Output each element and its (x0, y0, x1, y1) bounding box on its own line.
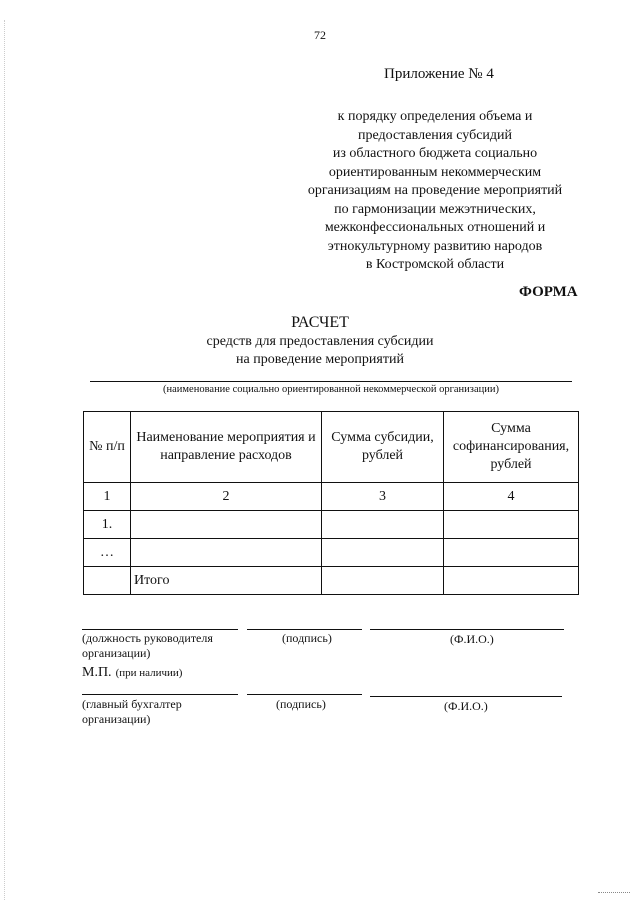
head-name-caption: (Ф.И.О.) (450, 632, 494, 646)
accountant-signature-caption: (подпись) (276, 697, 326, 711)
table-cell: … (84, 539, 131, 567)
table-cell (444, 511, 579, 539)
head-name-line (370, 629, 564, 630)
appendix-line: межконфессиональных отношений и (324, 220, 546, 235)
table-cell (444, 539, 579, 567)
column-number: 2 (131, 483, 322, 511)
table-cell (322, 567, 444, 595)
document-title: РАСЧЕТ (291, 314, 349, 331)
table-row (84, 511, 579, 539)
caption-line: (должность руководителя (82, 631, 213, 645)
column-number: 4 (444, 483, 579, 511)
head-signature-line (247, 629, 362, 630)
subtitle-line: на проведение мероприятий (236, 352, 404, 367)
table-header-row (84, 412, 579, 483)
scan-edge-mark (598, 892, 630, 893)
table-cell (84, 567, 131, 595)
accountant-name-caption: (Ф.И.О.) (444, 699, 488, 713)
table-cell (322, 539, 444, 567)
appendix-title: Приложение № 4 (384, 66, 494, 82)
caption-line: (главный бухгалтер (82, 697, 182, 711)
accountant-position-caption (82, 697, 182, 727)
head-signature-caption: (подпись) (282, 631, 332, 645)
organization-name-caption: (наименование социально ориентированной некоммерческой организации) (163, 384, 499, 395)
appendix-line: из областного бюджета социально (332, 146, 538, 161)
column-number: 3 (322, 483, 444, 511)
appendix-line: к порядку определения объема и (337, 109, 533, 124)
table-cell (131, 539, 322, 567)
appendix-reference (285, 108, 585, 275)
header-cofinancing-sum: Сумма софинансирования, рублей (444, 412, 579, 483)
appendix-line: этнокультурному развитию народов (327, 238, 543, 254)
table-cell (131, 511, 322, 539)
stamp-block (82, 663, 182, 681)
stamp-label: М.П. (82, 665, 112, 680)
table-cell: Итого (131, 567, 322, 595)
head-position-caption (82, 631, 213, 661)
caption-line: организации) (82, 712, 151, 726)
appendix-line: ориентированным некоммерческим (328, 164, 542, 180)
header-event-name: Наименование мероприятия и направление расходов (131, 412, 322, 483)
appendix-line: в Костромской области (365, 257, 505, 272)
head-position-line (82, 629, 238, 630)
calculation-table (83, 411, 579, 595)
accountant-name-line (370, 696, 562, 697)
form-label: ФОРМА (519, 284, 578, 300)
column-number: 1 (84, 483, 131, 511)
table-cell (322, 511, 444, 539)
appendix-line: по гармонизации межэтнических, (334, 201, 536, 217)
document-subtitle (0, 333, 640, 369)
appendix-line: предоставления субсидий (357, 127, 513, 143)
subtitle-line: средств для предоставления субсидии (206, 334, 434, 349)
table-row-total (84, 567, 579, 595)
accountant-position-line (82, 694, 238, 695)
organization-name-line (90, 381, 572, 382)
header-subsidy-sum: Сумма субсидии, рублей (322, 412, 444, 483)
table-cell: 1. (84, 511, 131, 539)
accountant-signature-line (247, 694, 362, 695)
column-number-row (84, 483, 579, 511)
header-number: № п/п (84, 412, 131, 483)
scan-margin-mark (4, 20, 5, 900)
table-row (84, 539, 579, 567)
table-cell (444, 567, 579, 595)
appendix-line: организациям на проведение мероприятий (307, 183, 563, 198)
page-number: 72 (314, 28, 326, 42)
stamp-note: (при наличии) (115, 667, 183, 679)
caption-line: организации) (82, 646, 151, 660)
